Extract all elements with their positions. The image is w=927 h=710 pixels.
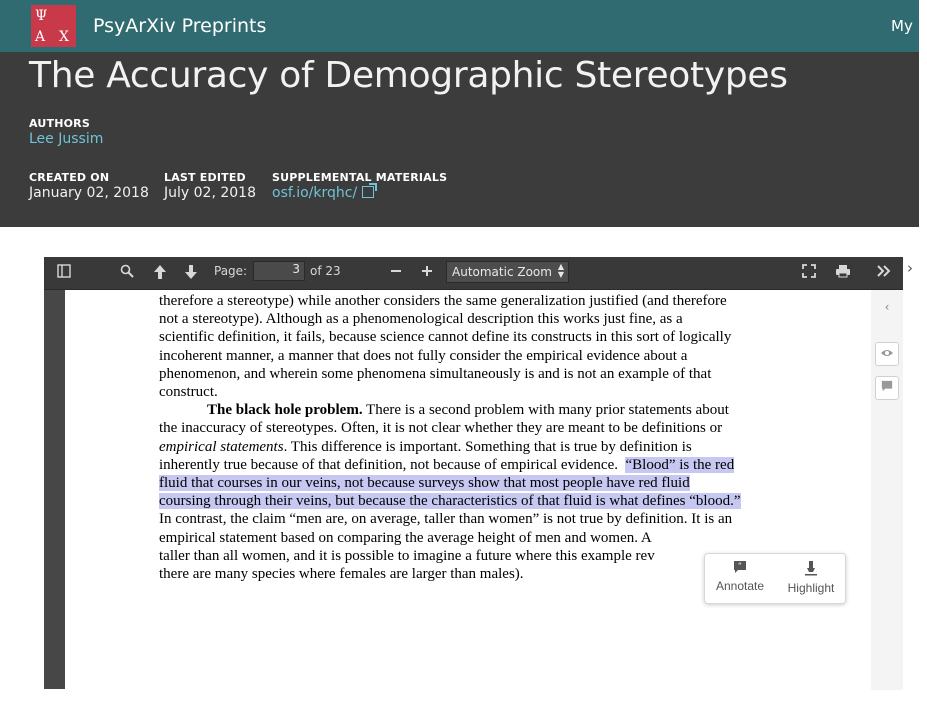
text-line: therefore a stereotype) while another considers the same generalization justified (and therefore xyxy=(159,293,727,309)
text-line xyxy=(159,474,779,492)
page-number-input[interactable]: 3 xyxy=(253,261,305,281)
italic-run: empirical statements xyxy=(159,438,284,455)
search-icon[interactable] xyxy=(117,264,137,282)
select-arrows-icon: ▲ ▼ xyxy=(557,262,564,279)
text-line xyxy=(159,456,779,474)
highlighter-icon xyxy=(781,560,841,581)
text-line: taller than all women, and it is possible to imagine a future where this example rev xyxy=(159,547,655,564)
quote-icon xyxy=(715,560,765,579)
psyarxiv-logo[interactable] xyxy=(31,5,76,47)
page-label: Page: xyxy=(214,264,248,278)
annotation-sidebar xyxy=(871,290,903,690)
sidebar-toggle-icon[interactable] xyxy=(54,264,74,282)
preprint-title: The Accuracy of Demographic Stereotypes xyxy=(29,55,788,96)
document-text xyxy=(159,292,779,583)
eye-icon[interactable] xyxy=(875,342,899,366)
logo-chi: Χ xyxy=(59,29,69,45)
fullscreen-icon[interactable] xyxy=(799,264,819,282)
pdf-toolbar xyxy=(44,257,903,290)
text-line: the inaccuracy of stereotypes. Often, it is not clear whether they are meant to be definitions or xyxy=(159,420,723,437)
text-run: inherently true because of that definition, not because of empirical evidence. xyxy=(159,456,626,473)
print-icon[interactable] xyxy=(833,264,853,282)
text-line: In contrast, the claim “men are, on average, taller than women” is not true by definition. It is an xyxy=(159,511,733,528)
logo-alpha: Α xyxy=(35,29,46,45)
annotate-label: Annotate xyxy=(715,579,765,593)
text-line xyxy=(159,492,779,510)
my-preprints-link[interactable]: My P xyxy=(891,17,927,35)
text-line: incoherent manner, a manner that does not fully consider the empirical evidence about a xyxy=(159,347,688,364)
text-run: There is a second problem with many prior statements about xyxy=(362,402,729,419)
created-date: January 02, 2018 xyxy=(29,185,149,201)
page-total: of 23 xyxy=(310,264,341,278)
authors-label: AUTHORS xyxy=(29,117,90,130)
brand-name[interactable]: PsyArXiv Preprints xyxy=(93,15,267,37)
comments-icon[interactable] xyxy=(875,376,899,400)
annotate-button[interactable] xyxy=(715,560,765,593)
text-line: empirical statement based on comparing the average height of men and women. A xyxy=(159,529,652,546)
zoom-in-icon[interactable] xyxy=(417,264,437,282)
pdf-page[interactable] xyxy=(65,290,871,710)
annotation-popup xyxy=(704,553,846,604)
zoom-select-value: Automatic Zoom xyxy=(452,265,552,279)
chevron-right-icon[interactable]: › xyxy=(907,259,913,277)
pdf-viewer xyxy=(44,257,903,689)
zoom-select[interactable] xyxy=(446,261,569,283)
edited-date: July 02, 2018 xyxy=(164,185,256,201)
highlighted-text[interactable]: coursing through their veins, but because the characteristics of that fluid is what defines “blood.” xyxy=(159,493,741,510)
text-line: construct. xyxy=(159,384,218,401)
supplemental-label: SUPPLEMENTAL MATERIALS xyxy=(272,171,448,184)
highlight-button[interactable] xyxy=(781,560,841,595)
text-line: phenomenon, and wherein some phenomena simultaneously is and is not an example of that xyxy=(159,365,712,382)
svg-text:“: “ xyxy=(737,561,743,571)
highlighted-text[interactable]: fluid that courses in our veins, not because surveys show that most people have red fluid xyxy=(159,475,690,492)
highlighted-text[interactable]: “Blood” is the red xyxy=(625,456,735,473)
previous-page-icon[interactable] xyxy=(150,264,170,282)
supplemental-link-text[interactable]: osf.io/krqhc/ xyxy=(272,185,358,201)
preprint-header xyxy=(0,52,919,227)
highlight-label: Highlight xyxy=(787,581,835,595)
author-link[interactable]: Lee Jussim xyxy=(29,131,104,147)
zoom-out-icon[interactable] xyxy=(386,264,406,282)
text-line: not a stereotype). Although as a phenomenological description this works just fine, as a xyxy=(159,311,683,328)
created-label: CREATED ON xyxy=(29,171,110,184)
text-line xyxy=(159,401,779,419)
text-line: scientific definition, it fails, because science cannot define its constructs in this sort of logically xyxy=(159,329,732,346)
edited-label: LAST EDITED xyxy=(164,171,246,184)
text-line: there are many species where females are larger than males). xyxy=(159,566,524,583)
section-heading: The black hole problem. xyxy=(207,402,363,419)
next-page-icon[interactable] xyxy=(181,264,201,282)
text-line xyxy=(159,438,779,456)
text-run: . This difference is important. Something that is true by definition is xyxy=(283,438,692,455)
top-navbar xyxy=(0,0,927,52)
collapse-sidebar-icon[interactable]: ‹ xyxy=(884,300,890,314)
supplemental-link[interactable] xyxy=(272,185,374,201)
external-link-icon xyxy=(362,186,374,198)
tools-menu-icon[interactable] xyxy=(874,264,894,282)
logo-psi: Ψ xyxy=(35,8,48,24)
